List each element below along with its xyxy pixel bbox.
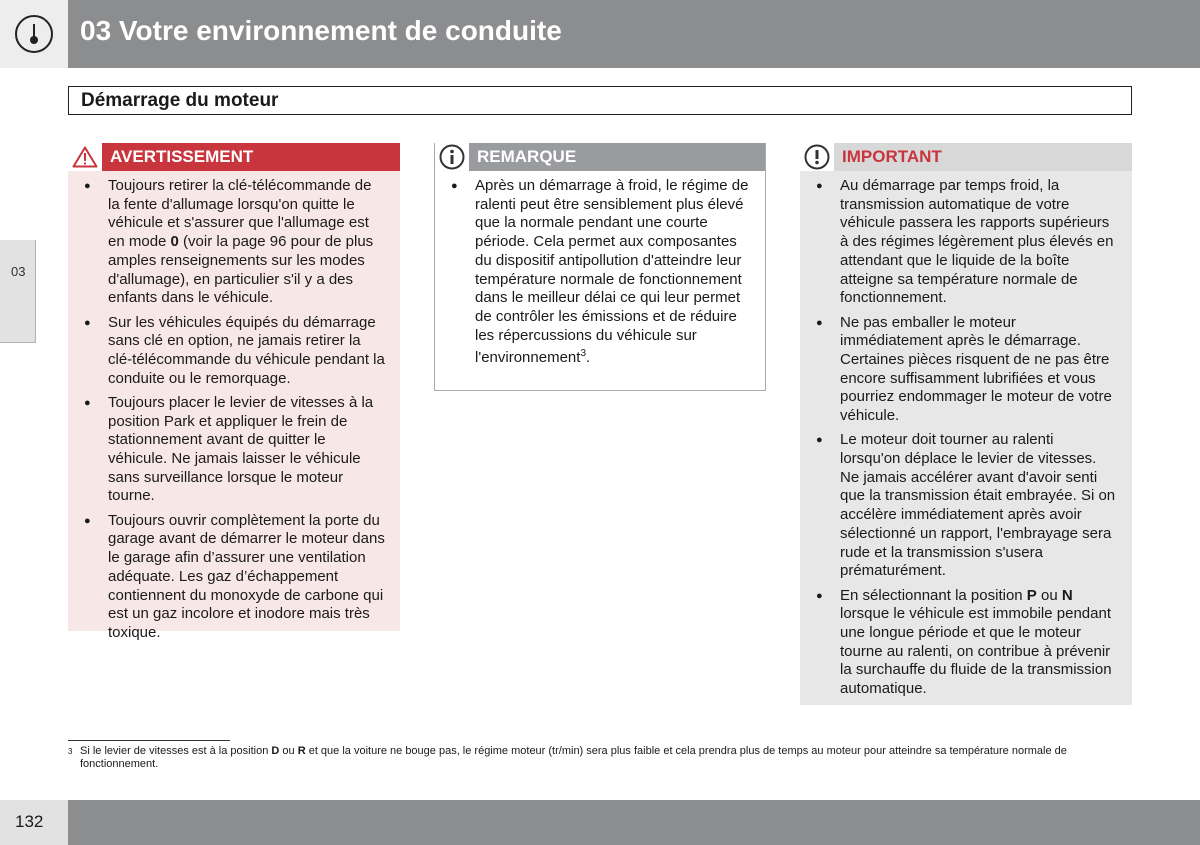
list-item: ● Toujours ouvrir complètement la porte du garage avant de démarrer le moteur dans le garage afin d’assurer une ventilation adéquate. Les gaz d’échappement contiennent du monoxyde de carbone qui est un gaz incolore et inodore mais très toxique.: [82, 512, 386, 643]
note-list: [435, 171, 765, 384]
section-header: [68, 86, 1132, 115]
list-item: ● Toujours placer le levier de vitesses à la position Park et appliquer le frein de stationnement avant de quitter le véhicule. Ne jamais laisser le véhicule sans surveillance lorsque le moteur tourne.: [82, 394, 386, 506]
list-item: ● Après un démarrage à froid, le régime de ralenti peut être sensiblement plus élevé que la normale pendant une courte période. Cela permet aux composantes du dispositif antipollution d'atteindre leur température normale de fonctionnement dans le meilleur délai ce qui leur permet de contrôler les émissions et de réduire les répercussions du véhicule sur l'environnement$^3$.: [449, 177, 751, 368]
footnote-rule: [68, 740, 230, 741]
note-box: [434, 143, 766, 391]
chapter-title: 03 Votre environnement de conduite: [80, 15, 562, 46]
info-icon: [435, 143, 469, 171]
important-header: [800, 143, 1132, 171]
important-box: [800, 143, 1132, 705]
note-header: [435, 143, 765, 171]
chapter-side-tab: [0, 240, 36, 343]
important-list: [800, 171, 1132, 714]
page-number-box: [0, 800, 68, 845]
list-item: ● Le moteur doit tourner au ralenti lorsqu'on déplace le levier de vitesses. Ne jamais accélérer avant d'avoir senti que la transmission était embrayée. Si on accélère immédiatement après avoir sélectionné un rapport, l'embrayage sera rude et la transmission s'usera prématurément.: [814, 431, 1118, 581]
footnote-text: Si le levier de vitesses est à la position D ou R et que la voiture ne bouge pas, le régime moteur (tr/min) sera plus faible et cela prendra plus de temps au moteur pour atteindre sa température normale de fonctionnement.: [80, 745, 1067, 770]
header-icon-box: [0, 0, 68, 68]
warning-box: [68, 143, 400, 641]
footnote: [68, 745, 1132, 771]
list-item: ● En sélectionnant la position P ou N lorsque le véhicule est immobile pendant une longue période et que le moteur tourne au ralenti, on contribue à prévenir la surchauffe du fluide de la transmission automatique.: [814, 587, 1118, 699]
important-label: IMPORTANT: [842, 147, 942, 166]
page-number: 132: [15, 812, 44, 831]
warning-triangle-icon: [68, 143, 102, 171]
list-item: ● Sur les véhicules équipés du démarrage sans clé en option, ne jamais retirer la clé-télécommande du véhicule pendant la conduite ou le remorquage.: [82, 314, 386, 389]
footnote-number: 3: [68, 747, 73, 756]
warning-list: [68, 171, 400, 658]
side-tab-label: 03: [11, 264, 26, 279]
warning-header: [68, 143, 400, 171]
note-label: REMARQUE: [477, 147, 577, 166]
list-item: ● Au démarrage par temps froid, la transmission automatique de votre véhicule passera les rapports supérieurs à des régimes légèrement plus élevés en attendant que le liquide de la boîte atteigne sa température normale de fonctionnement.: [814, 177, 1118, 308]
section-title: Démarrage du moteur: [81, 90, 279, 111]
list-item: ● Toujours retirer la clé-télécommande de la fente d'allumage lorsqu'on quitte le véhicule et s'assurer que l'allumage est en mode 0 (voir la page 96 pour de plus amples renseignements sur les modes d'allumage), en particulier s'il y a des enfants dans le véhicule.: [82, 177, 386, 308]
exclamation-icon: [800, 143, 834, 171]
warning-label: AVERTISSEMENT: [110, 147, 254, 166]
page-footer: [68, 800, 1200, 845]
gauge-icon: [15, 15, 53, 53]
list-item: ● Ne pas emballer le moteur immédiatement après le démarrage. Certaines pièces risquent de ne pas être encore suffisamment lubrifiées et vous pourriez endommager le moteur de votre véhicule.: [814, 314, 1118, 426]
